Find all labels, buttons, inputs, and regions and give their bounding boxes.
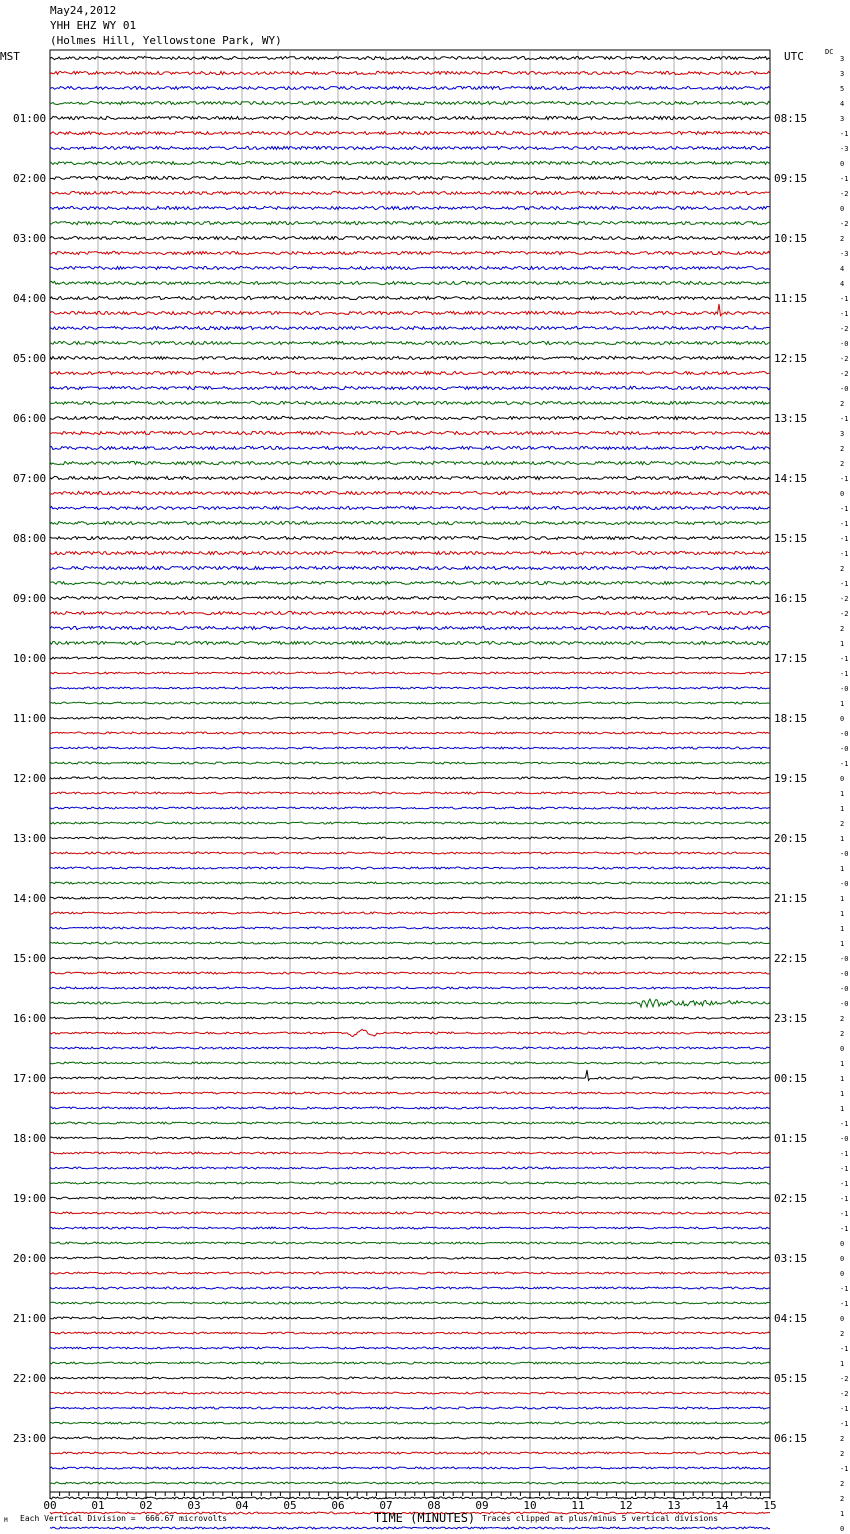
dc-offset-value: 3 xyxy=(840,115,845,123)
dc-offset-value: -1 xyxy=(840,580,849,588)
dc-offset-value: 0 xyxy=(840,1045,845,1053)
dc-offset-value: 1 xyxy=(840,1075,845,1083)
trace-line xyxy=(50,747,770,749)
dc-offset-value: 2 xyxy=(840,565,845,573)
trace-line xyxy=(50,206,770,209)
trace-line xyxy=(50,56,770,59)
trace-line xyxy=(50,476,770,479)
dc-offset-value: -1 xyxy=(840,1195,849,1203)
dc-offset-value: 5 xyxy=(840,85,845,93)
trace-line xyxy=(50,1092,770,1094)
left-timezone-label: MST xyxy=(0,50,20,63)
dc-offset-value: -1 xyxy=(840,1465,849,1473)
dc-offset-value: 0 xyxy=(840,1255,845,1263)
right-hour-label: 20:15 xyxy=(774,832,808,845)
dc-offset-value: 3 xyxy=(840,430,845,438)
dc-offset-value: 0 xyxy=(840,715,845,723)
left-hour-label: 13:00 xyxy=(13,832,47,845)
trace-line xyxy=(50,1212,770,1214)
dc-offset-value: 2 xyxy=(840,1015,845,1023)
x-tick-label: 02 xyxy=(139,1499,153,1512)
dc-offset-value: 2 xyxy=(840,445,845,453)
trace-line xyxy=(50,416,770,419)
right-hour-label: 08:15 xyxy=(774,112,808,125)
right-hour-label: 03:15 xyxy=(774,1252,808,1265)
x-tick-label: 15 xyxy=(763,1499,777,1512)
dc-offset-value: -1 xyxy=(840,1225,849,1233)
trace-line xyxy=(50,1047,770,1049)
dc-offset-value: -2 xyxy=(840,355,849,363)
trace-line xyxy=(50,1062,770,1064)
dc-offset-value: 0 xyxy=(840,160,845,168)
trace-line xyxy=(50,491,770,494)
dc-offset-value: 2 xyxy=(840,1435,845,1443)
trace-line xyxy=(50,807,770,809)
dc-offset-value: -2 xyxy=(840,220,849,228)
left-hour-label: 14:00 xyxy=(13,892,47,905)
right-hour-label: 22:15 xyxy=(774,952,808,965)
trace-line xyxy=(50,852,770,854)
left-hour-label: 02:00 xyxy=(13,172,47,185)
dc-offset-value: -0 xyxy=(840,970,849,978)
dc-offset-value: 0 xyxy=(840,205,845,213)
dc-offset-value: 1 xyxy=(840,1090,845,1098)
trace-line xyxy=(50,1070,770,1080)
dc-offset-header: DC xyxy=(825,48,834,56)
dc-offset-value: -0 xyxy=(840,730,849,738)
right-hour-label: 01:15 xyxy=(774,1132,808,1145)
trace-line xyxy=(50,176,770,179)
trace-line xyxy=(50,536,770,539)
dc-offset-value: -2 xyxy=(840,190,849,198)
dc-offset-value: 1 xyxy=(840,805,845,813)
dc-offset-value: -0 xyxy=(840,385,849,393)
dc-offset-value: 1 xyxy=(840,910,845,918)
dc-offset-value: 2 xyxy=(840,1495,845,1503)
dc-offset-value: 2 xyxy=(840,235,845,243)
dc-offset-value: 2 xyxy=(840,625,845,633)
dc-offset-value: 1 xyxy=(840,640,845,648)
dc-offset-value: -1 xyxy=(840,1210,849,1218)
left-hour-label: 18:00 xyxy=(13,1132,47,1145)
dc-offset-value: -0 xyxy=(840,985,849,993)
dc-offset-value: -1 xyxy=(840,1420,849,1428)
x-tick-label: 08 xyxy=(427,1499,441,1512)
x-tick-label: 03 xyxy=(187,1499,201,1512)
dc-offset-value: 2 xyxy=(840,1330,845,1338)
trace-line xyxy=(50,251,770,254)
x-tick-label: 07 xyxy=(379,1499,393,1512)
x-tick-label: 10 xyxy=(523,1499,537,1512)
trace-line xyxy=(50,1497,770,1499)
dc-offset-value: 1 xyxy=(840,1105,845,1113)
dc-offset-value: -1 xyxy=(840,1165,849,1173)
trace-line xyxy=(50,777,770,779)
trace-line xyxy=(50,732,770,734)
trace-line xyxy=(50,461,770,464)
trace-line xyxy=(50,611,770,614)
trace-line xyxy=(50,999,770,1007)
trace-line xyxy=(50,506,770,509)
left-hour-label: 15:00 xyxy=(13,952,47,965)
x-tick-label: 09 xyxy=(475,1499,489,1512)
trace-line xyxy=(50,1167,770,1169)
dc-offset-value: 1 xyxy=(840,1060,845,1068)
chart-date: May24,2012 xyxy=(50,4,117,17)
dc-offset-value: 0 xyxy=(840,1315,845,1323)
dc-offset-value: -2 xyxy=(840,610,849,618)
trace-line xyxy=(50,446,770,449)
trace-line xyxy=(50,581,770,584)
right-hour-label: 18:15 xyxy=(774,712,808,725)
left-hour-label: 20:00 xyxy=(13,1252,47,1265)
dc-offset-value: 1 xyxy=(840,865,845,873)
dc-offset-value: 1 xyxy=(840,790,845,798)
trace-line xyxy=(50,386,770,389)
trace-line xyxy=(50,1302,770,1304)
dc-offset-value: 0 xyxy=(840,1240,845,1248)
dc-offset-value: 1 xyxy=(840,895,845,903)
dc-offset-value: 2 xyxy=(840,400,845,408)
trace-line xyxy=(50,86,770,89)
left-hour-label: 22:00 xyxy=(13,1372,47,1385)
trace-line xyxy=(50,1362,770,1364)
trace-line xyxy=(50,1137,770,1139)
dc-offset-value: 0 xyxy=(840,775,845,783)
dc-offset-value: 3 xyxy=(840,55,845,63)
dc-offset-value: 1 xyxy=(840,1360,845,1368)
trace-line xyxy=(50,1152,770,1154)
trace-line xyxy=(50,1242,770,1244)
trace-line xyxy=(50,71,770,74)
trace-line xyxy=(50,792,770,794)
left-hour-label: 10:00 xyxy=(13,652,47,665)
trace-line xyxy=(50,1287,770,1289)
trace-line xyxy=(50,131,770,134)
dc-offset-value: -0 xyxy=(840,880,849,888)
trace-line xyxy=(50,1452,770,1454)
trace-line xyxy=(50,296,770,299)
trace-line xyxy=(50,101,770,104)
trace-line xyxy=(50,867,770,869)
x-tick-label: 13 xyxy=(667,1499,681,1512)
trace-line xyxy=(50,1197,770,1199)
right-hour-label: 13:15 xyxy=(774,412,808,425)
left-hour-label: 16:00 xyxy=(13,1012,47,1025)
trace-line xyxy=(50,1392,770,1394)
right-hour-label: 02:15 xyxy=(774,1192,808,1205)
trace-line xyxy=(50,1467,770,1469)
trace-line xyxy=(50,1527,770,1529)
x-tick-label: 05 xyxy=(283,1499,297,1512)
trace-line xyxy=(50,672,770,674)
right-hour-label: 16:15 xyxy=(774,592,808,605)
trace-line xyxy=(50,1347,770,1349)
right-hour-label: 12:15 xyxy=(774,352,808,365)
trace-line xyxy=(50,687,770,689)
trace-line xyxy=(50,1482,770,1484)
trace-line xyxy=(50,641,770,644)
trace-line xyxy=(50,717,770,719)
trace-line xyxy=(50,551,770,554)
dc-offset-value: -0 xyxy=(840,955,849,963)
x-tick-label: 06 xyxy=(331,1499,345,1512)
dc-offset-value: -1 xyxy=(840,670,849,678)
dc-offset-value: 1 xyxy=(840,1510,845,1518)
dc-offset-value: -1 xyxy=(840,760,849,768)
trace-line xyxy=(50,1107,770,1109)
dc-offset-value: -1 xyxy=(840,1285,849,1293)
left-hour-label: 23:00 xyxy=(13,1432,47,1445)
trace-line xyxy=(50,304,770,316)
right-hour-label: 21:15 xyxy=(774,892,808,905)
dc-offset-value: 0 xyxy=(840,490,845,498)
trace-line xyxy=(50,1017,770,1019)
x-tick-label: 04 xyxy=(235,1499,249,1512)
right-hour-label: 09:15 xyxy=(774,172,808,185)
left-hour-label: 07:00 xyxy=(13,472,47,485)
left-hour-label: 05:00 xyxy=(13,352,47,365)
trace-line xyxy=(50,161,770,164)
trace-line xyxy=(50,1332,770,1334)
trace-line xyxy=(50,762,770,764)
trace-line xyxy=(50,927,770,929)
trace-line xyxy=(50,1437,770,1439)
dc-offset-value: -1 xyxy=(840,1405,849,1413)
right-hour-label: 04:15 xyxy=(774,1312,808,1325)
dc-offset-value: -1 xyxy=(840,1180,849,1188)
dc-offset-value: 4 xyxy=(840,265,845,273)
dc-offset-value: -1 xyxy=(840,1345,849,1353)
station-code: YHH EHZ WY 01 xyxy=(50,19,137,32)
trace-line xyxy=(50,657,770,659)
right-hour-label: 11:15 xyxy=(774,292,808,305)
x-tick-label: 12 xyxy=(619,1499,633,1512)
trace-line xyxy=(50,371,770,374)
trace-line xyxy=(50,116,770,119)
left-hour-label: 01:00 xyxy=(13,112,47,125)
dc-offset-value: 2 xyxy=(840,820,845,828)
dc-offset-value: -1 xyxy=(840,415,849,423)
right-hour-label: 06:15 xyxy=(774,1432,808,1445)
trace-line xyxy=(50,1272,770,1274)
trace-line xyxy=(50,431,770,434)
dc-offset-value: -0 xyxy=(840,1000,849,1008)
trace-line xyxy=(50,521,770,524)
dc-offset-value: 1 xyxy=(840,835,845,843)
x-tick-label: 00 xyxy=(43,1499,57,1512)
dc-offset-value: -1 xyxy=(840,505,849,513)
dc-offset-value: -0 xyxy=(840,1135,849,1143)
dc-offset-value: 4 xyxy=(840,280,845,288)
trace-line xyxy=(50,326,770,329)
left-hour-label: 09:00 xyxy=(13,592,47,605)
trace-line xyxy=(50,942,770,944)
x-tick-label: 11 xyxy=(571,1499,585,1512)
dc-offset-value: 3 xyxy=(840,70,845,78)
dc-offset-value: 2 xyxy=(840,460,845,468)
trace-line xyxy=(50,1317,770,1319)
trace-line xyxy=(50,957,770,959)
dc-offset-value: -2 xyxy=(840,325,849,333)
trace-line xyxy=(50,1257,770,1259)
trace-line xyxy=(50,191,770,194)
trace-line xyxy=(50,356,770,359)
trace-line xyxy=(50,1407,770,1409)
trace-line xyxy=(50,281,770,284)
dc-offset-value: -1 xyxy=(840,535,849,543)
dc-offset-value: 1 xyxy=(840,940,845,948)
trace-line xyxy=(50,972,770,974)
dc-offset-value: -1 xyxy=(840,1120,849,1128)
dc-offset-value: -0 xyxy=(840,850,849,858)
trace-line xyxy=(50,897,770,899)
trace-line xyxy=(50,882,770,884)
dc-offset-value: 0 xyxy=(840,1525,845,1533)
right-hour-label: 23:15 xyxy=(774,1012,808,1025)
clip-note: Traces clipped at plus/minus 5 vertical divisions xyxy=(482,1514,719,1523)
dc-offset-value: -3 xyxy=(840,145,849,153)
left-hour-label: 17:00 xyxy=(13,1072,47,1085)
left-hour-label: 08:00 xyxy=(13,532,47,545)
dc-offset-value: -2 xyxy=(840,1375,849,1383)
trace-line xyxy=(50,1377,770,1379)
dc-offset-value: -2 xyxy=(840,370,849,378)
trace-line xyxy=(50,341,770,344)
footer-mark: M xyxy=(4,1517,8,1524)
trace-line xyxy=(50,266,770,269)
x-tick-label: 14 xyxy=(715,1499,729,1512)
left-hour-label: 21:00 xyxy=(13,1312,47,1325)
dc-offset-value: 1 xyxy=(840,700,845,708)
dc-offset-value: -1 xyxy=(840,550,849,558)
trace-line xyxy=(50,702,770,704)
trace-line xyxy=(50,221,770,224)
dc-offset-value: -1 xyxy=(840,1150,849,1158)
dc-offset-value: -0 xyxy=(840,340,849,348)
dc-offset-value: -1 xyxy=(840,520,849,528)
trace-line xyxy=(50,1227,770,1229)
dc-offset-value: -0 xyxy=(840,685,849,693)
dc-offset-value: 1 xyxy=(840,925,845,933)
right-hour-label: 19:15 xyxy=(774,772,808,785)
dc-offset-value: -1 xyxy=(840,1300,849,1308)
trace-line xyxy=(50,566,770,569)
trace-line xyxy=(50,1182,770,1184)
right-hour-label: 00:15 xyxy=(774,1072,808,1085)
dc-offset-value: -1 xyxy=(840,475,849,483)
left-hour-label: 11:00 xyxy=(13,712,47,725)
right-hour-label: 17:15 xyxy=(774,652,808,665)
trace-line xyxy=(50,837,770,839)
x-tick-label: 01 xyxy=(91,1499,105,1512)
dc-offset-value: 2 xyxy=(840,1030,845,1038)
dc-offset-value: -0 xyxy=(840,745,849,753)
dc-offset-value: -1 xyxy=(840,130,849,138)
dc-offset-value: 2 xyxy=(840,1480,845,1488)
left-hour-label: 04:00 xyxy=(13,292,47,305)
trace-line xyxy=(50,912,770,914)
scale-note: Each Vertical Division = 666.67 microvolts xyxy=(20,1514,228,1523)
left-hour-label: 12:00 xyxy=(13,772,47,785)
right-hour-label: 14:15 xyxy=(774,472,808,485)
x-axis-title: TIME (MINUTES) xyxy=(374,1511,476,1525)
dc-offset-value: -1 xyxy=(840,655,849,663)
trace-line xyxy=(50,596,770,599)
trace-line xyxy=(50,1122,770,1124)
left-hour-label: 06:00 xyxy=(13,412,47,425)
dc-offset-value: -2 xyxy=(840,1390,849,1398)
dc-offset-value: -1 xyxy=(840,175,849,183)
trace-line xyxy=(50,401,770,404)
dc-offset-value: 4 xyxy=(840,100,845,108)
station-location: (Holmes Hill, Yellowstone Park, WY) xyxy=(50,34,282,47)
trace-line xyxy=(50,236,770,239)
dc-offset-value: 0 xyxy=(840,1270,845,1278)
dc-offset-value: -2 xyxy=(840,595,849,603)
right-hour-label: 15:15 xyxy=(774,532,808,545)
trace-line xyxy=(50,146,770,149)
left-hour-label: 03:00 xyxy=(13,232,47,245)
trace-line xyxy=(50,626,770,629)
trace-line xyxy=(50,822,770,824)
trace-line xyxy=(50,1422,770,1424)
dc-offset-value: -1 xyxy=(840,310,849,318)
left-hour-label: 19:00 xyxy=(13,1192,47,1205)
right-hour-label: 05:15 xyxy=(774,1372,808,1385)
right-hour-label: 10:15 xyxy=(774,232,808,245)
right-timezone-label: UTC xyxy=(784,50,804,63)
trace-line xyxy=(50,987,770,989)
dc-offset-value: -1 xyxy=(840,295,849,303)
dc-offset-value: -3 xyxy=(840,250,849,258)
dc-offset-value: 2 xyxy=(840,1450,845,1458)
trace-line xyxy=(50,1030,770,1037)
